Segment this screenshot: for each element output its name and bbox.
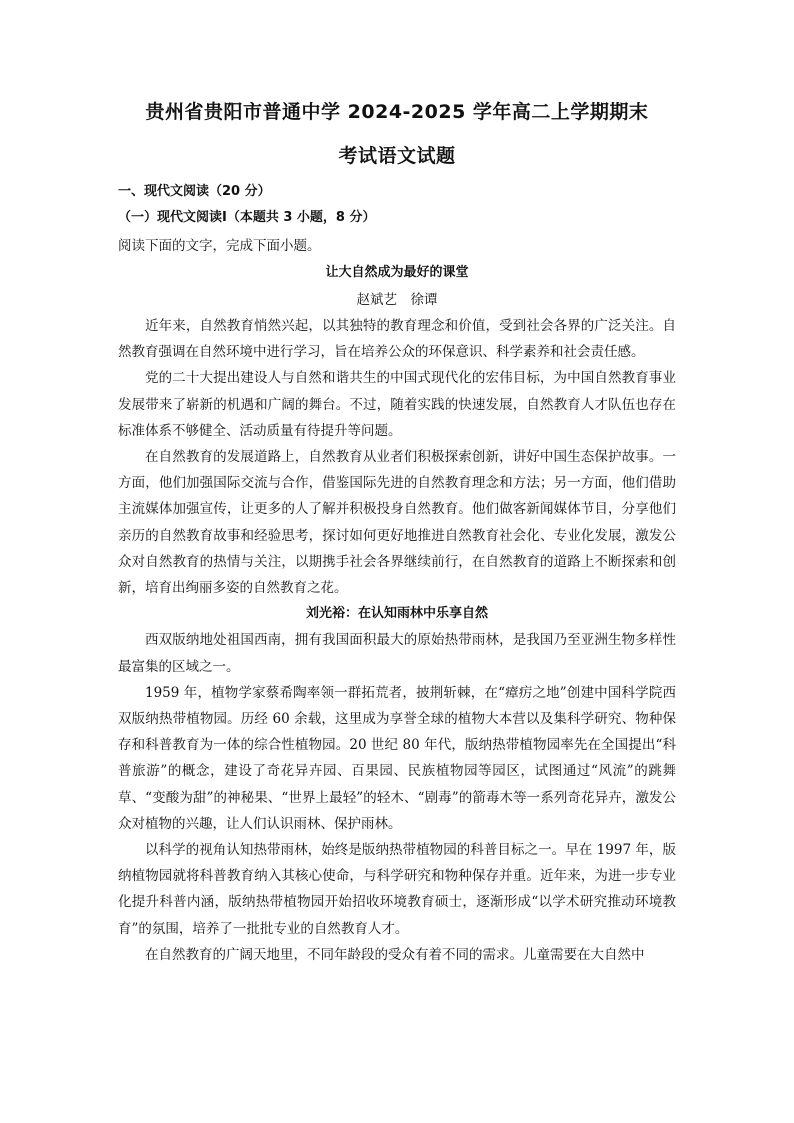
subsection-heading: （一）现代文阅读Ⅰ（本题共 3 小题，8 分） bbox=[118, 210, 376, 225]
paragraph: 以科学的视角认知热带雨林，始终是版纳热带植物园的科普目标之一。早在 1997 年，版纳植物园就将科普教育纳入其核心使命，与科学研究和物种保存并重。近年来，为进一步专业化提升科普内涵，版纳热带植物园开始招收环境教育硕士，逐渐形成“以学术研究推动环境教育”的氛围，培养了一批批专业的自然教育人才。 bbox=[118, 842, 676, 937]
exam-title-line2: 考试语文试题 bbox=[338, 145, 456, 167]
paragraph: 1959 年，植物学家蔡希陶率领一群拓荒者，披荆斩棘，在“瘴疠之地”创建中国科学院西双版纳热带植物园。历经 60 余载，这里成为享誉全球的植物大本营以及集科学研究、物种保存和科普教育为一体的综合性植物园。20 世纪 80 年代，版纳热带植物园率先在全国提出“科普旅游”的概念，建设了奇花异卉园、百果园、民族植物园等园区，试图通过“风流”的跳舞草、“变酸为甜”的神秘果、“世界上最轻”的轻木、“剧毒”的箭毒木等一系列奇花异卉，激发公众对植物的兴趣，让人们认识雨林、保护雨林。 bbox=[118, 684, 676, 832]
article-title: 让大自然成为最好的课堂 bbox=[325, 265, 469, 280]
paragraph: 在自然教育的广阔天地里，不同年龄段的受众有着不同的需求。儿童需要在大自然中 bbox=[145, 946, 645, 963]
exam-title-line1: 贵州省贵阳市普通中学 2024-2025 学年高二上学期期末 bbox=[145, 101, 649, 123]
section-heading: 一、现代文阅读（20 分） bbox=[118, 184, 271, 199]
instruction-text: 阅读下面的文字，完成下面小题。 bbox=[118, 238, 321, 254]
paragraph: 西双版纳地处祖国西南，拥有我国面积最大的原始热带雨林，是我国乃至亚洲生物多样性最富集的区域之一。 bbox=[118, 632, 676, 675]
article-body bbox=[118, 313, 676, 968]
paragraph: 近年来，自然教育悄然兴起，以其独特的教育理念和价值，受到社会各界的广泛关注。自然教育强调在自然环境中进行学习，旨在培养公众的环保意识、科学素养和社会责任感。 bbox=[118, 318, 676, 361]
paragraph: 党的二十大提出建设人与自然和谐共生的中国式现代化的宏伟目标，为中国自然教育事业发展带来了崭新的机遇和广阔的舞台。不过，随着实践的快速发展，自然教育人才队伍也存在标准体系不够健全、活动质量有待提升等问题。 bbox=[118, 370, 676, 439]
paragraph: 在自然教育的发展道路上，自然教育从业者们积极探索创新，讲好中国生态保护故事。一方面，他们加强国际交流与合作，借鉴国际先进的自然教育理念和方法；另一方面，他们借助主流媒体加强宣传，让更多的人了解并积极投身自然教育。他们做客新闻媒体节目，分享他们亲历的自然教育故事和经验思考，探讨如何更好地推进自然教育社会化、专业化发展，激发公众对自然教育的热情与关注，以期携手社会各界继续前行，在自然教育的道路上不断探索和创新，培育出绚丽多姿的自然教育之花。 bbox=[118, 449, 676, 597]
article-subheading: 刘光裕：在认知雨林中乐享自然 bbox=[305, 606, 488, 622]
article-authors: 赵斌艺 徐谭 bbox=[356, 292, 438, 308]
